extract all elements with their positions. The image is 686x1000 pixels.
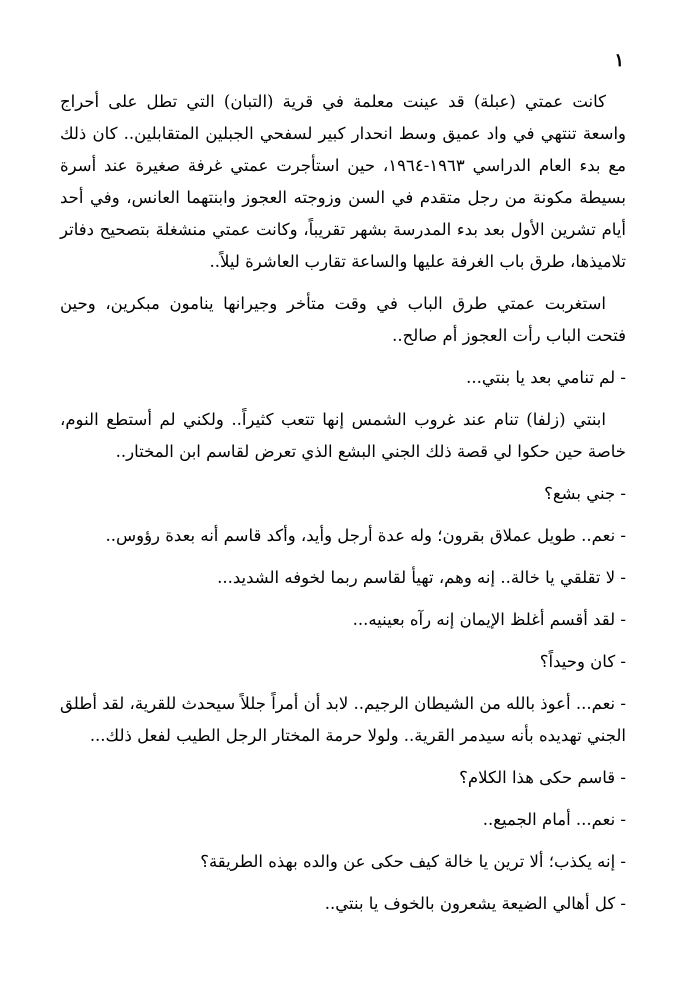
paragraph-zulfa: ابنتي (زلفا) تنام عند غروب الشمس إنها تتعب كثيراً.. ولكني لم أستطع النوم، خاصة حين حكوا لي قصة ذلك الجني البشع الذي تعرض لقاسم ابن المختار.. <box>60 410 626 461</box>
document-page <box>60 52 626 930</box>
dialogue-line: - لم تنامي بعد يا بنتي... <box>466 368 626 387</box>
dialogue-line: - إنه يكذب؛ ألا ترين يا خالة كيف حكى عن والده بهذه الطريقة؟ <box>200 852 626 871</box>
dialogue-line: - نعم.. طويل عملاق بقرون؛ وله عدة أرجل وأيد، وأكد قاسم أنه بعدة رؤوس.. <box>105 526 626 545</box>
dialogue-line: - نعم... أمام الجميع.. <box>482 810 626 829</box>
paragraph-knock: استغربت عمتي طرق الباب في وقت متأخر وجيرانها ينامون مبكرين، وحين فتحت الباب رأت العجوز أم صالح.. <box>60 294 626 345</box>
dialogue-line: - قاسم حكى هذا الكلام؟ <box>459 768 626 787</box>
dialogue-line: - جني بشع؟ <box>544 484 626 503</box>
dialogue-line: - كان وحيداً؟ <box>539 652 626 671</box>
dialogue-line: - لقد أقسم أغلظ الإيمان إنه رآه بعينيه... <box>352 610 626 629</box>
page-number: ١ <box>614 50 624 71</box>
story-text <box>60 86 626 920</box>
dialogue-line: - لا تقلقي يا خالة.. إنه وهم، تهيأ لقاسم ربما لخوفه الشديد... <box>217 568 626 587</box>
dialogue-line: - كل أهالي الضيعة يشعرون بالخوف يا بنتي.. <box>324 894 626 913</box>
dialogue-line: - نعم... أعوذ بالله من الشيطان الرجيم.. لابد أن أمراً جللاً سيحدث للقرية، لقد أطلق الجني تهديده بأنه سيدمر القرية.. ولولا حرمة المختار الرجل الطيب لفعل ذلك... <box>60 694 626 745</box>
paragraph-intro: كانت عمتي (عبلة) قد عينت معلمة في قرية (التبان) التي تطل على أحراج واسعة تنتهي في واد عميق وسط انحدار كبير لسفحي الجبلين المتقابلين.. كان ذلك مع بدء العام الدراسي ١٩٦٣-١٩٦٤، حين استأجرت عمتي غرفة صغيرة عند أسرة بسيطة مكونة من رجل متقدم في السن وزوجته العجوز وابنتهما العانس، وفي أحد أيام تشرين الأول بعد بدء المدرسة بشهر تقريباً، وكانت عمتي منشغلة بتصحيح دفاتر تلاميذها، طرق باب الغرفة عليها والساعة تقارب العاشرة ليلاً.. <box>60 92 626 271</box>
